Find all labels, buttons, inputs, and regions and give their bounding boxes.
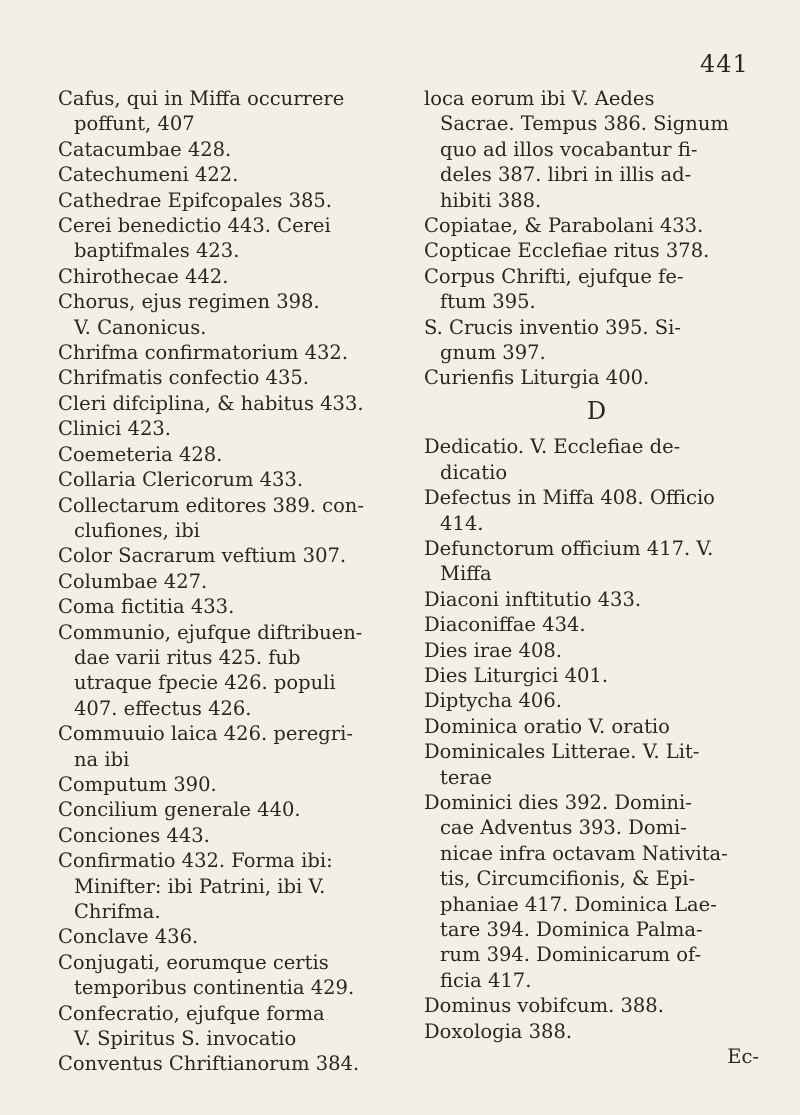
index-entry-line: Conciones 443. [58, 823, 210, 847]
index-entry-line: Chirothecae 442. [58, 264, 229, 288]
index-entry-line: Chrifma. [74, 900, 161, 923]
index-entry-line: Dedicatio. V. Ecclefiae de- [424, 435, 681, 459]
index-entry [58, 950, 388, 1001]
index-entry-line: Confirmatio 432. Forma ibi: [58, 849, 333, 873]
index-entry-line: Dies Liturgici 401. [424, 663, 609, 687]
index-entry-line: dicatio [440, 460, 508, 484]
index-entry [424, 86, 769, 213]
index-entry-line: Cathedrae Epifcopales 385. [58, 188, 332, 212]
index-entry-line: poffunt, 407 [74, 112, 195, 136]
index-entry-line: V. Canonicus. [74, 315, 207, 339]
index-entry [58, 289, 388, 340]
index-entry [424, 238, 769, 263]
index-entry-line: hibiti 388. [440, 188, 542, 212]
index-entry-line: baptifmales 423. [74, 239, 240, 263]
index-entry [58, 137, 388, 162]
index-entry-line: S. Crucis inventio 395. Si- [424, 315, 681, 339]
index-entry-line: Conventus Chriftianorum 384. [58, 1052, 360, 1076]
index-entry [58, 797, 388, 822]
index-entry-line: Chrifmatis confectio 435. [58, 366, 309, 390]
index-entry [424, 790, 769, 993]
index-entry-line: Computum 390. [58, 772, 217, 796]
index-entry-line: Dies irae 408. [424, 638, 562, 662]
index-entry-line: gnum 397. [440, 341, 546, 365]
index-entry-line: Conjugati, eorumque certis [58, 950, 329, 974]
index-entry [58, 86, 388, 137]
index-entry-line: Columbae 427. [58, 569, 208, 593]
index-entry-line: Confecratio, ejufque forma [58, 1001, 325, 1025]
index-entry [424, 264, 769, 315]
index-entry [58, 543, 388, 568]
index-entry [58, 162, 388, 187]
index-entry-line: Cerei benedictio 443. Cerei [58, 214, 331, 238]
index-entry-line: phaniae 417. Dominica Lae- [440, 892, 717, 916]
index-entry-line: Dominici dies 392. Domini- [424, 790, 692, 814]
index-entry-line: Defectus in Miffa 408. Officio [424, 486, 715, 510]
index-entry-line: Miffa [440, 562, 492, 586]
index-entry-line: Collectarum editores 389. con- [58, 493, 364, 517]
index-entry-line: Coma fictitia 433. [58, 595, 235, 619]
index-entry [424, 485, 769, 536]
index-column-right [424, 86, 769, 1069]
index-entry-line: Catechumeni 422. [58, 163, 239, 187]
index-entry-line: Diaconiffae 434. [424, 613, 586, 637]
index-entry [58, 1051, 388, 1076]
index-entry-line: na ibi [74, 747, 130, 771]
index-entry-line: Communio, ejufque diftribuen- [58, 620, 363, 644]
index-entry [424, 587, 769, 612]
index-entry [58, 416, 388, 441]
index-entry-line: Corpus Chrifti, ejufque fe- [424, 264, 684, 288]
index-entry [58, 569, 388, 594]
index-entries-c-continued [424, 86, 769, 391]
index-entry-line: 407. effectus 426. [74, 696, 252, 720]
index-entry [58, 467, 388, 492]
index-entry-line: Minifter: ibi Patrini, ibi V. [74, 874, 326, 898]
index-entry-line: Clinici 423. [58, 417, 171, 441]
catchword: Ec- [727, 1045, 759, 1069]
index-entry [58, 924, 388, 949]
index-entry [58, 620, 388, 722]
index-entry [58, 340, 388, 365]
index-entry-line: tare 394. Dominica Palma- [440, 918, 703, 941]
index-entry-line: Catacumbae 428. [58, 137, 232, 161]
index-entry-line: Cleri difciplina, & habitus 433. [58, 391, 364, 415]
index-entry [58, 1001, 388, 1052]
index-entry-line: nicae infra octavam Nativita- [440, 841, 728, 865]
index-entry [58, 442, 388, 467]
index-column-left [58, 86, 388, 1077]
index-entry [424, 993, 769, 1018]
index-entry-line: dae varii ritus 425. fub [74, 645, 301, 669]
index-entry [424, 688, 769, 713]
index-entry-line: tis, Circumcifionis, & Epi- [440, 867, 696, 891]
index-entry-line: Dominus vobifcum. 388. [424, 994, 664, 1018]
index-entry-line: Cafus, qui in Miffa occurrere [58, 87, 345, 110]
index-entry [58, 264, 388, 289]
index-entry [424, 434, 769, 485]
index-entry-line: Doxologia 388. [424, 1019, 573, 1043]
index-entry-line: 414. [440, 511, 484, 535]
index-entry [58, 823, 388, 848]
index-entry [424, 536, 769, 587]
index-entry-line: quo ad illos vocabantur fi- [440, 137, 698, 161]
index-entry-line: Color Sacrarum veftium 307. [58, 544, 347, 568]
index-entry [424, 213, 769, 238]
index-entry [424, 1019, 769, 1044]
index-entry [58, 188, 388, 213]
index-entry [58, 594, 388, 619]
index-entry [58, 391, 388, 416]
index-entry [424, 739, 769, 790]
index-entry [424, 714, 769, 739]
index-entry-line: ficia 417. [440, 968, 532, 992]
index-entry-line: Curienfis Liturgia 400. [424, 366, 650, 390]
index-entry-line: Diptycha 406. [424, 689, 562, 713]
index-entry-line: terae [440, 765, 492, 789]
index-entry-line: Defunctorum officium 417. V. [424, 536, 714, 560]
index-entry [424, 612, 769, 637]
index-entry [58, 772, 388, 797]
page-number: 441 [700, 50, 749, 78]
index-entry-line: Collaria Clericorum 433. [58, 468, 304, 492]
index-entries-d [424, 434, 769, 1044]
index-entry [424, 365, 769, 390]
index-entry-line: Diaconi inftitutio 433. [424, 587, 642, 611]
index-entry-line: V. Spiritus S. invocatio [74, 1027, 297, 1051]
index-entry [58, 213, 388, 264]
index-entry-line: ftum 395. [440, 290, 536, 314]
index-entry-line: Coemeteria 428. [58, 442, 223, 466]
index-entry-line: Dominica oratio V. oratio [424, 714, 670, 738]
section-letter: D [586, 396, 607, 425]
index-entry [424, 315, 769, 366]
index-entry-line: Concilium generale 440. [58, 798, 301, 822]
index-entry-line: temporibus continentia 429. [74, 976, 355, 1000]
index-entry-line: Dominicales Litterae. V. Lit- [424, 740, 700, 764]
index-entry-line: clufiones, ibi [74, 518, 200, 542]
index-entry-line: Copticae Ecclefiae ritus 378. [424, 239, 710, 263]
index-entry-line: cae Adventus 393. Domi- [440, 816, 687, 840]
index-entry-line: Chorus, ejus regimen 398. [58, 290, 320, 314]
index-entry-line: Copiatae, & Parabolani 433. [424, 214, 704, 238]
index-entry [58, 365, 388, 390]
index-entry-line: deles 387. libri in illis ad- [440, 163, 692, 187]
index-entry-line: Chrifma confirmatorium 432. [58, 341, 349, 365]
index-entry [58, 721, 388, 772]
index-entry-line: loca eorum ibi V. Aedes [424, 87, 655, 110]
index-entry-line: utraque fpecie 426. populi [74, 671, 336, 695]
index-entry [424, 638, 769, 663]
index-entry [58, 493, 388, 544]
index-entry-line: Conclave 436. [58, 925, 199, 949]
index-entry-line: Commuuio laica 426. peregri- [58, 722, 353, 746]
index-entry-line: Sacrae. Tempus 386. Signum [440, 112, 729, 136]
index-entry [58, 848, 388, 924]
index-entry [424, 663, 769, 688]
index-entry-line: rum 394. Dominicarum of- [440, 943, 702, 967]
